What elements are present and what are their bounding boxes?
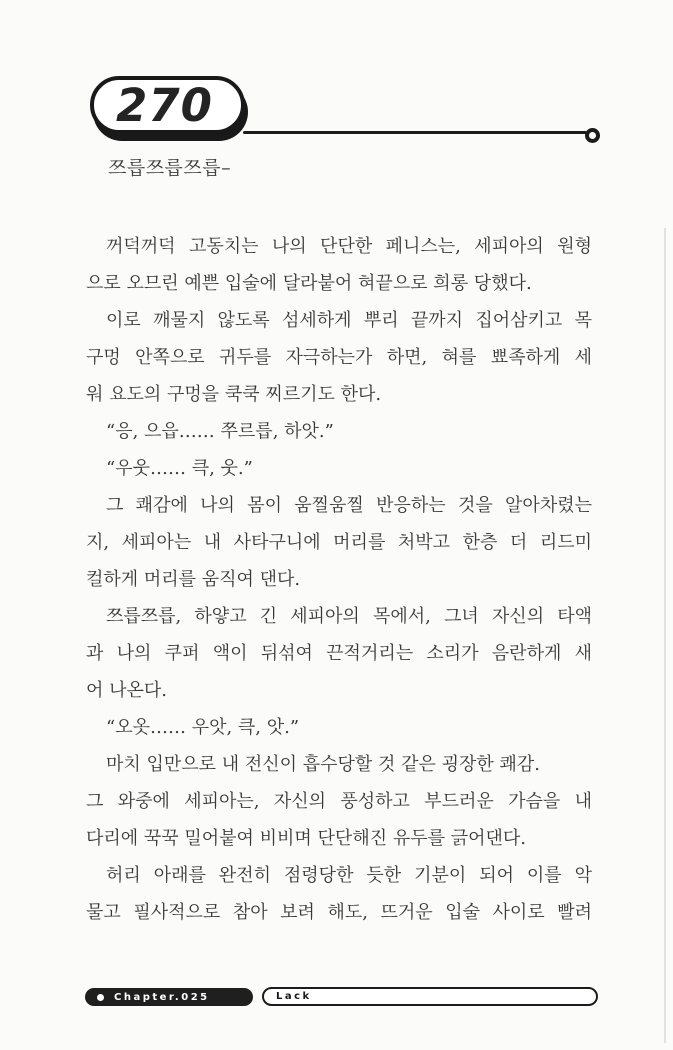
body-text-line: 지, 세피아는 내 사타구니에 머리를 처박고 한층 더 리드미: [86, 532, 592, 553]
book-title-badge: [262, 987, 598, 1006]
body-text-line: 허리 아래를 완전히 점령당한 듯한 기분이 되어 이를 악: [106, 865, 592, 886]
body-text-line: 그 와중에 세피아는, 자신의 풍성하고 부드러운 가슴을 내: [86, 791, 592, 812]
book-title-label: Lack: [276, 991, 312, 1002]
body-text-line: 다리에 꾹꾹 밀어붙여 비비며 단단해진 유두를 긁어댄다.: [86, 828, 526, 849]
body-text-line: 어 나온다.: [86, 680, 167, 701]
body-text-line: 컬하게 머리를 움직여 댄다.: [86, 569, 301, 590]
body-text-line: “응, 으읍…… 쭈르릅, 하앗.”: [106, 421, 334, 442]
body-text-line: 물고 필사적으로 참아 보려 해도, 뜨거운 입술 사이로 빨려: [86, 902, 592, 923]
header-ring-icon: [585, 128, 600, 143]
body-text-line: 그 쾌감에 나의 몸이 움찔움찔 반응하는 것을 알아차렸는: [106, 495, 592, 516]
body-text-line: 꺼덕꺼덕 고동치는 나의 단단한 페니스는, 세피아의 원형: [106, 236, 592, 257]
sfx-text: 쯔릅쯔릅쯔릅–: [108, 157, 232, 179]
body-lines: [86, 228, 592, 931]
body-text-line: 으로 오므린 예쁜 입술에 달라붙어 혀끝으로 희롱 당했다.: [86, 273, 532, 294]
body-text-line: 구멍 안쪽으로 귀두를 자극하는가 하면, 혀를 뾰족하게 세: [86, 347, 592, 368]
chapter-badge: [85, 988, 253, 1006]
bullet-dot-icon: [97, 994, 104, 1001]
body-text-line: 마치 입만으로 내 전신이 흡수당할 것 같은 굉장한 쾌감.: [106, 754, 541, 775]
body-text-line: 이로 깨물지 않도록 섬세하게 뿌리 끝까지 집어삼키고 목: [106, 310, 592, 331]
page-number-badge: [90, 76, 245, 134]
body-text-line: “오옷…… 우앗, 큭, 앗.”: [106, 717, 300, 738]
scan-artifact: [664, 228, 666, 1043]
header-rule: [243, 131, 587, 134]
body-text-line: 워 요도의 구멍을 쿡쿡 찌르기도 한다.: [86, 384, 382, 405]
body-text-line: “우웃…… 큭, 웃.”: [106, 458, 253, 479]
page-number: 270: [116, 78, 213, 132]
body-text-line: 쯔릅쯔릅, 하얗고 긴 세피아의 목에서, 그녀 자신의 타액: [106, 606, 592, 627]
body-text-line: 과 나의 쿠퍼 액이 뒤섞여 끈적거리는 소리가 음란하게 새: [86, 643, 592, 664]
chapter-label: Chapter.025: [114, 991, 210, 1003]
